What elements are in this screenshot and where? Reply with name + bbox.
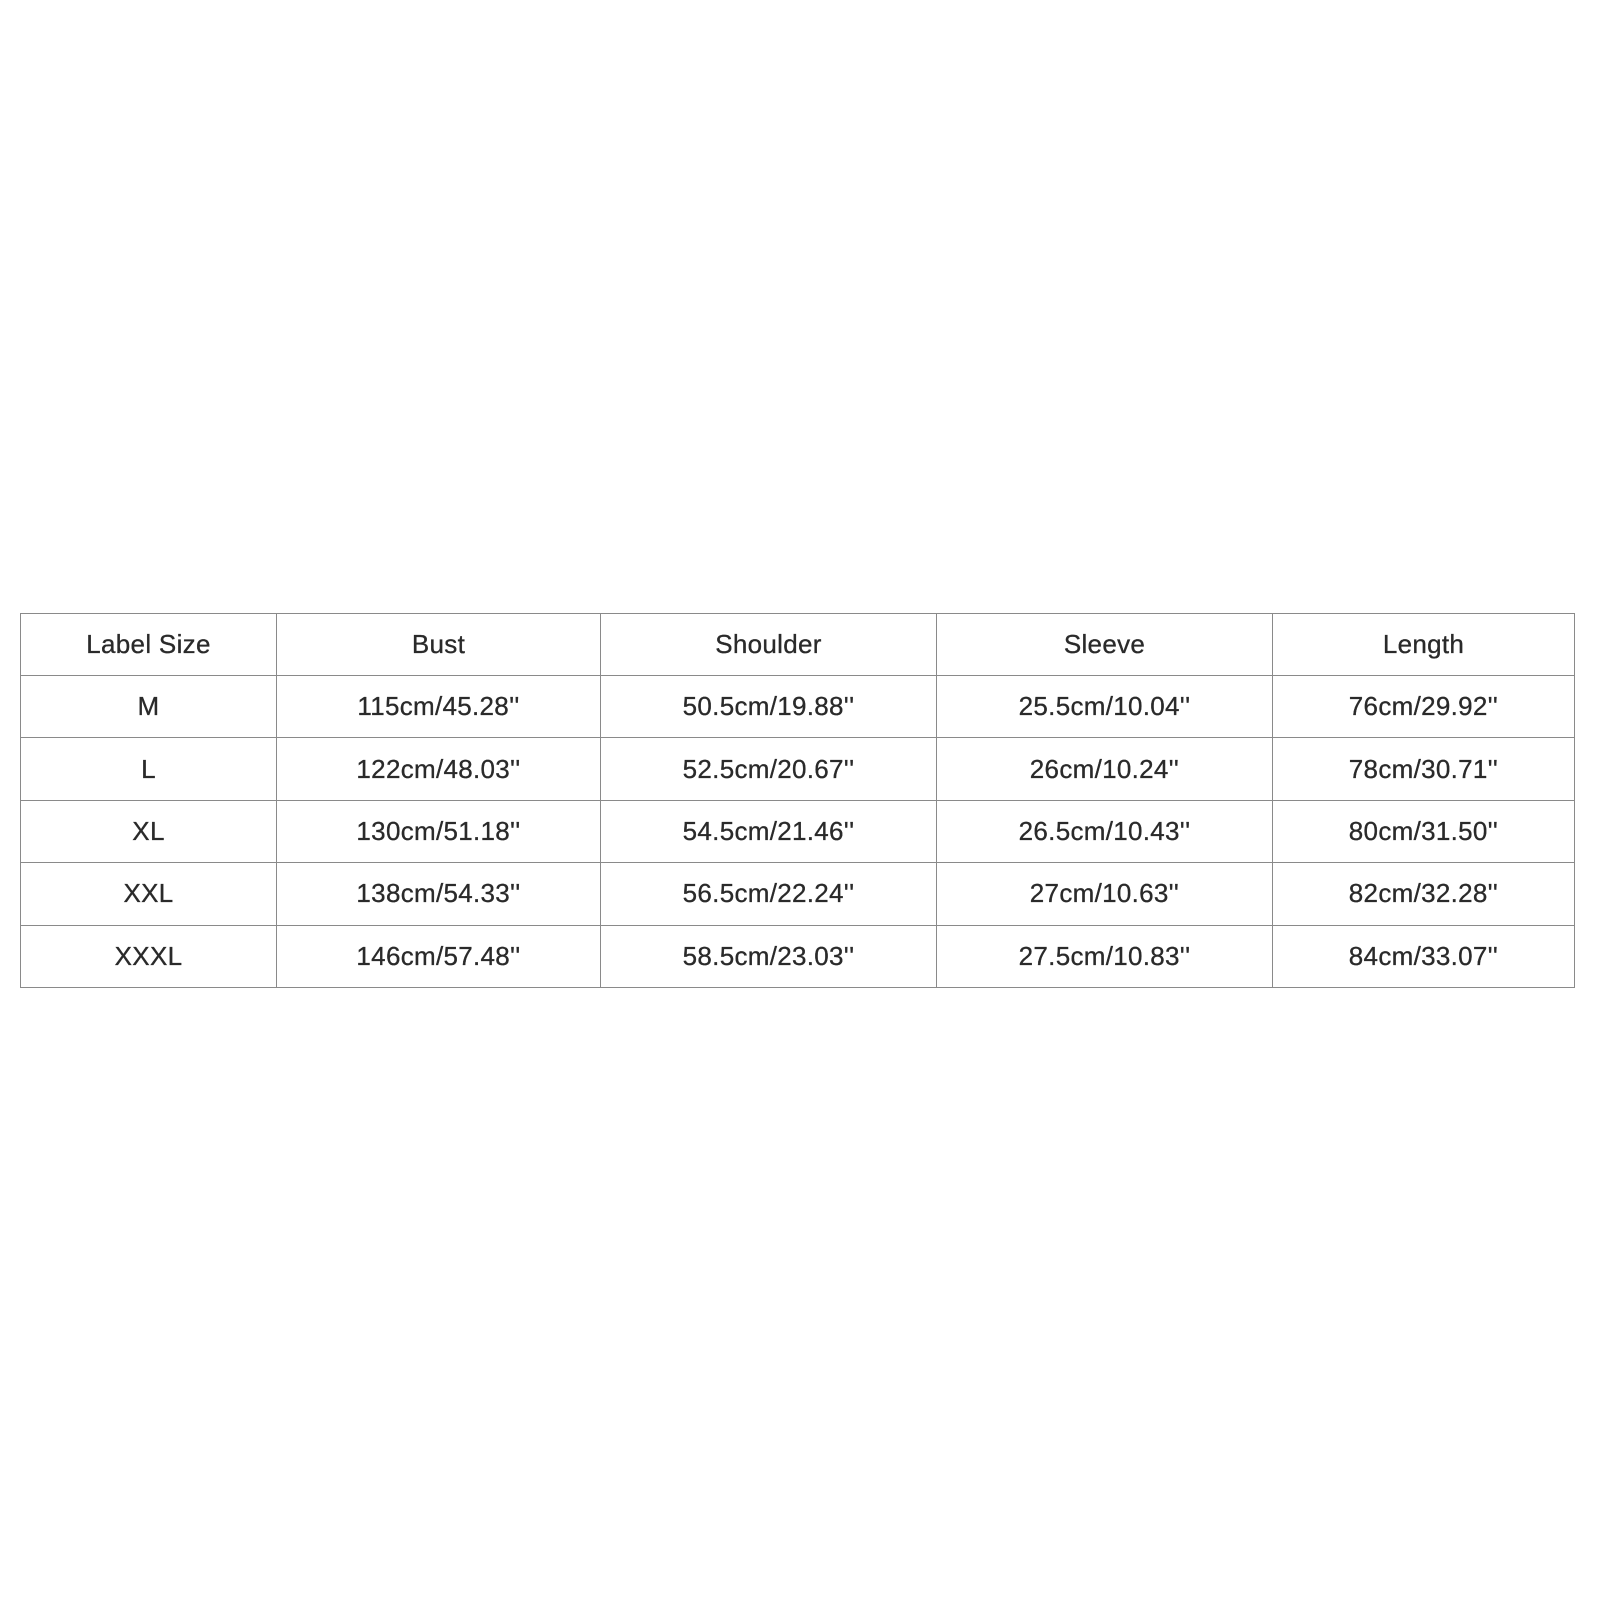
size-chart-table <box>20 613 1575 988</box>
header-label-size: Label Size <box>21 614 277 676</box>
cell-length: 78cm/30.71'' <box>1273 738 1575 800</box>
cell-shoulder: 58.5cm/23.03'' <box>601 925 937 987</box>
header-sleeve: Sleeve <box>937 614 1273 676</box>
cell-label-size: XXXL <box>21 925 277 987</box>
cell-label-size: XXL <box>21 863 277 925</box>
cell-label-size: M <box>21 676 277 738</box>
header-length: Length <box>1273 614 1575 676</box>
cell-shoulder: 52.5cm/20.67'' <box>601 738 937 800</box>
cell-shoulder: 54.5cm/21.46'' <box>601 800 937 862</box>
table-row <box>21 676 1575 738</box>
cell-shoulder: 56.5cm/22.24'' <box>601 863 937 925</box>
cell-label-size: L <box>21 738 277 800</box>
cell-sleeve: 27.5cm/10.83'' <box>937 925 1273 987</box>
cell-bust: 122cm/48.03'' <box>277 738 601 800</box>
cell-label-size: XL <box>21 800 277 862</box>
cell-length: 80cm/31.50'' <box>1273 800 1575 862</box>
table-row <box>21 800 1575 862</box>
cell-bust: 130cm/51.18'' <box>277 800 601 862</box>
table-row <box>21 738 1575 800</box>
cell-length: 76cm/29.92'' <box>1273 676 1575 738</box>
cell-bust: 138cm/54.33'' <box>277 863 601 925</box>
cell-sleeve: 27cm/10.63'' <box>937 863 1273 925</box>
cell-sleeve: 26cm/10.24'' <box>937 738 1273 800</box>
cell-bust: 146cm/57.48'' <box>277 925 601 987</box>
cell-sleeve: 25.5cm/10.04'' <box>937 676 1273 738</box>
cell-sleeve: 26.5cm/10.43'' <box>937 800 1273 862</box>
table-row <box>21 925 1575 987</box>
header-bust: Bust <box>277 614 601 676</box>
header-row <box>21 614 1575 676</box>
cell-length: 82cm/32.28'' <box>1273 863 1575 925</box>
table-row <box>21 863 1575 925</box>
cell-length: 84cm/33.07'' <box>1273 925 1575 987</box>
cell-shoulder: 50.5cm/19.88'' <box>601 676 937 738</box>
header-shoulder: Shoulder <box>601 614 937 676</box>
cell-bust: 115cm/45.28'' <box>277 676 601 738</box>
